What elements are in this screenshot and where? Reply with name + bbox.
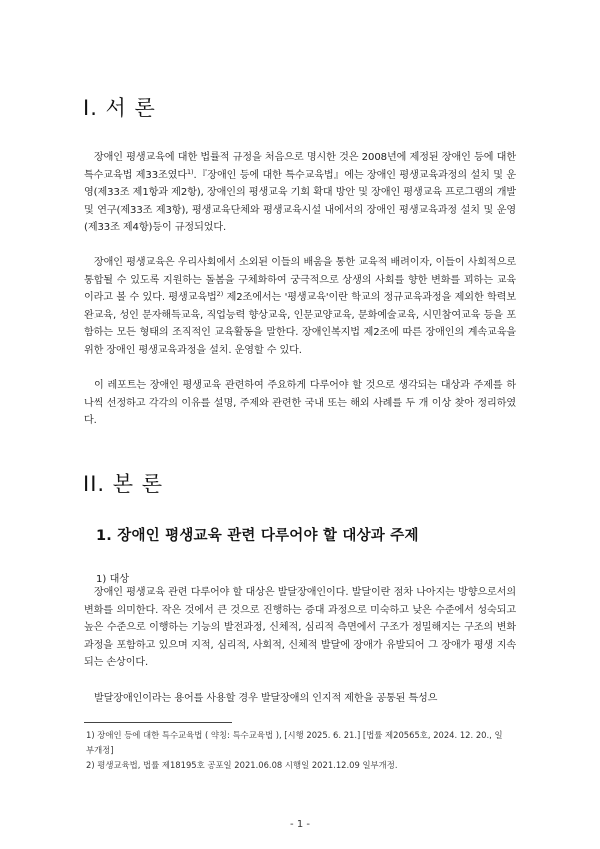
intro-paragraph-2 [84, 254, 516, 360]
footnote-1: 1) 장애인 등에 대한 특수교육법 ( 약칭: 특수교육법 ), [시행 2025. 6. 21.] [법률 제20565호, 2024. 12. 20., 일부개정] [86, 730, 503, 755]
footnote-ref-1: 1) [186, 167, 194, 176]
page-number: - 1 - [290, 819, 310, 830]
item-label-target: 1) 대상 [96, 574, 130, 585]
footnote-2: 2) 평생교육법, 법률 제18195호 공포일 2021.06.08 시행일 2021.12.09 일부개정. [86, 760, 398, 770]
intro-paragraph-2-text-a: 장애인 평생교육은 우리사회에서 소외된 이들의 배움을 통한 교육적 배려이자, 이들이 사회적으로 통합될 수 있도록 지원하는 돌봄을 구체화하여 궁극적으로 상생의 사회를 향한 변화를 꾀하는 교육이라고 볼 수 있다. 평생교육법 [84, 257, 516, 304]
body-paragraph-2: 발달장애인이라는 용어를 사용할 경우 발달장애의 인지적 제한을 공통된 특성으 [94, 693, 438, 704]
section-heading-body: II. 본 론 [83, 472, 163, 496]
section-heading-introduction: I. 서 론 [83, 96, 156, 120]
footnote-divider [84, 722, 232, 723]
intro-paragraph-1-text-a: 장애인 평생교육에 대한 법률적 규정을 처음으로 명시한 것은 2008년에 제정된 장애인 등에 대한 특수교육법 제33조였다 [84, 152, 516, 181]
intro-paragraph-1 [84, 149, 516, 237]
intro-paragraph-2-text-b: 제2조에서는 '평생교육'이란 학교의 정규교육과정을 제외한 학력보완교육, 성인 문자해득교육, 직업능력 향상교육, 인문교양교육, 문화예술교육, 시민참여교육 등을 포함하는 모든 형태의 조직적인 교육활동을 말한다. 장애인복지법 제2조에 따른 장애인의 계속교육을 위한 장애인 평생교육과정을 설치. 운영할 수 있다. [84, 292, 516, 356]
intro-paragraph-3: 이 레포트는 장애인 평생교육 관련하여 주요하게 다루어야 할 것으로 생각되는 대상과 주제를 하나씩 선정하고 각각의 이유를 설명, 주제와 관련한 국내 또는 해외 사례를 두 개 이상 찾아 정리하였다. [84, 380, 516, 427]
footnote-ref-2: 2) [216, 290, 224, 299]
subsection-heading: 1. 장애인 평생교육 관련 다루어야 할 대상과 주제 [96, 528, 419, 544]
intro-paragraph-1-text-b: .『장애인 등에 대한 특수교육법』에는 장애인 평생교육과정의 설치 및 운영(제33조 제1항과 제2항), 장애인의 평생교육 기회 확대 방안 및 장애인 평생교육 프로그램의 개발 및 연구(제33조 제3항), 평생교육단체와 평생교육시설 내에서의 장애인 평생교육과정 설치 및 운영(제33조 제4항)등이 규정되었다. [84, 169, 517, 234]
body-paragraph-1: 장애인 평생교육 관련 다루어야 할 대상은 발달장애인이다. 발달이란 점차 나아지는 방향으로서의 변화를 의미한다. 작은 것에서 큰 것으로 진행하는 증대 과정으로 미숙하고 낮은 수준에서 성숙되고 높은 수준으로 이행하는 기능의 발전과정, 신체적, 심리적 측면에서 구조가 정밀해지는 구조의 변화과정을 포함하고 있으며 지적, 심리적, 사회적, 신체적 발달에 장애가 유발되어 그 장애가 평생 지속되는 손상이다. [84, 587, 516, 669]
